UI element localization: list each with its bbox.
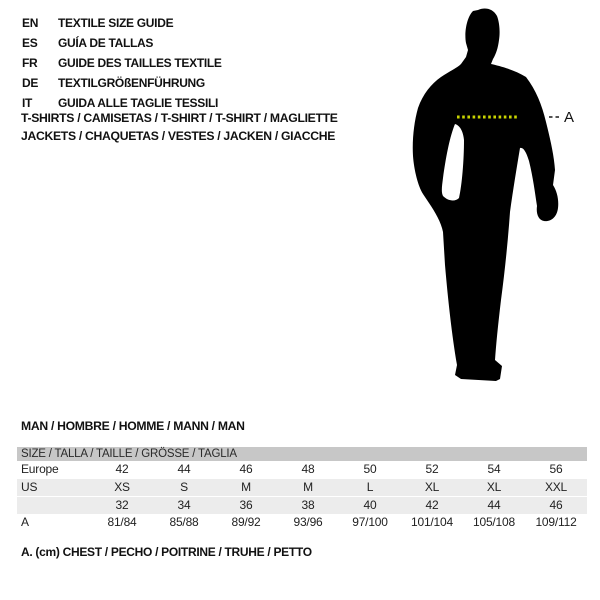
size-cell: 101/104 [411, 514, 453, 529]
size-cell: 81/84 [107, 514, 137, 529]
size-cell: XS [114, 479, 130, 494]
size-cell: 44 [487, 498, 501, 512]
size-cell: 38 [301, 498, 315, 512]
table-row-europe [17, 461, 587, 479]
size-cell: 44 [177, 462, 191, 476]
row-label: US [21, 479, 38, 494]
table-row-us [17, 479, 587, 497]
language-row [22, 13, 222, 33]
size-cell: 34 [177, 498, 191, 512]
man-silhouette [413, 8, 559, 381]
size-cell: M [303, 479, 313, 494]
garment-line-tshirts: T-SHIRTS / CAMISETAS / T-SHIRT / T-SHIRT / MAGLIETTE [21, 111, 338, 125]
size-cell: 46 [239, 462, 253, 476]
size-cell: 42 [115, 462, 129, 476]
man-figure [400, 0, 600, 400]
table-row-us-numeric [17, 496, 587, 514]
language-code: ES [22, 36, 38, 50]
size-cell: 89/92 [231, 514, 261, 529]
size-cell: M [241, 479, 251, 494]
size-cell: 32 [115, 498, 129, 512]
language-code: DE [22, 76, 39, 90]
size-cell: 54 [487, 462, 501, 476]
size-cell: 42 [425, 498, 439, 512]
garment-line-jackets: JACKETS / CHAQUETAS / VESTES / JACKEN / GIACCHE [21, 129, 336, 143]
size-cell: XXL [544, 479, 568, 494]
size-cell: XL [424, 479, 440, 494]
size-cell: 85/88 [169, 514, 199, 529]
language-code: EN [22, 16, 39, 30]
size-cell: L [366, 479, 374, 494]
measurement-footnote: A. (cm) CHEST / PECHO / POITRINE / TRUHE / PETTO [21, 545, 312, 559]
section-title-man: MAN / HOMBRE / HOMME / MANN / MAN [21, 419, 245, 433]
language-row [22, 53, 222, 73]
size-cell: 46 [549, 498, 563, 512]
size-cell: 97/100 [352, 514, 388, 529]
size-cell: 48 [301, 462, 315, 476]
size-cell: 52 [425, 462, 439, 476]
language-row [22, 33, 222, 53]
size-cell: 36 [239, 498, 253, 512]
size-table-header: SIZE / TALLA / TAILLE / GRÖSSE / TAGLIA [17, 447, 587, 461]
row-label [17, 497, 91, 514]
table-row-chest-a [17, 514, 587, 532]
size-cell: 56 [549, 462, 563, 476]
language-code: FR [22, 56, 38, 70]
size-cell: 93/96 [293, 514, 323, 529]
size-cell: XL [486, 479, 502, 494]
measure-label-a: A [564, 109, 575, 126]
language-code: IT [22, 96, 33, 110]
size-cell: 50 [363, 462, 377, 476]
row-label: Europe [21, 462, 59, 476]
size-table [17, 447, 587, 531]
language-title: GUÍA DE TALLAS [58, 36, 154, 50]
language-row [22, 73, 222, 93]
size-cell: 105/108 [473, 514, 515, 529]
language-list [22, 13, 222, 113]
row-label: A [21, 514, 29, 529]
size-cell: 40 [363, 498, 377, 512]
language-title: TEXTILGRÖßENFÜHRUNG [58, 76, 205, 90]
language-title: GUIDE DES TAILLES TEXTILE [58, 56, 222, 70]
garment-categories [21, 109, 338, 145]
size-cell: 109/112 [535, 514, 577, 529]
language-title: TEXTILE SIZE GUIDE [58, 16, 174, 30]
language-title: GUIDA ALLE TAGLIE TESSILI [58, 96, 219, 110]
size-cell: S [180, 479, 188, 494]
